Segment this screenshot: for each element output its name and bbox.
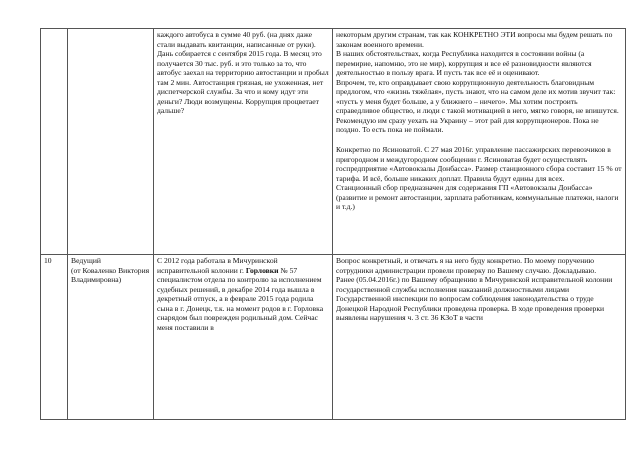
answer-cell — [333, 255, 626, 420]
speaker-text: Ведущий (от Коваленко Виктория Владимировна) — [71, 256, 150, 285]
question-text-end: № 57 специалистом отдела по контролю за исполнением судебных решений, в декабре 2014 года вышла в декретный отпуск, а в феврале 2015 года родила сына в г. Донецк, т.к. на момент родов в г. Горловка снарядом был поврежден родильный дом. Сейчас меня поставили в — [157, 265, 325, 332]
answer-cell — [333, 29, 626, 255]
question-text-start: С 2012 года работала в Мичуринской исправительной колонии г. — [157, 256, 280, 275]
table-row — [41, 29, 626, 255]
questions-table — [40, 28, 626, 420]
paragraph-gap — [336, 135, 622, 145]
question-city-bold: Горловки — [245, 265, 279, 275]
answer-text-part2: Конкретно по Ясиноватой. С 27 мая 2016г. управление пассажирских перевозчиков в пригородном и междугородном сообщении г. Ясиноватая будет осуществлять госпредприятие «Автовокзалы Донбасса». Размер станционного сбора составит 15 % от тарифа. И всё, больше никаких доплат. Правила будут едины для всех. Станционный сбор предназначен для содержания ГП «Автовокзалы Донбасса» (развитие и ремонт автостанции, зарплата работникам, коммунальные платежи, налоги и т.д.) — [336, 145, 622, 212]
row-number: 10 — [44, 256, 52, 265]
row-number-cell — [41, 29, 68, 255]
row-number-cell — [41, 255, 68, 420]
speaker-cell — [68, 29, 154, 255]
question-text: каждого автобуса в сумме 40 руб. (на днях даже стали выдавать квитанции, написанные от руки). Дань собирается с сентября 2015 года. В месяц это получается 30 тыс. руб. и это только за то, что автобус заехал на территорию автостанции и пробыл там 2 мин. Автостанция грязная, не ухоженная, нет диспетчерской службы. За что и кому идут эти деньги? Люди возмущены. Коррупция процветает дальше? — [157, 30, 331, 116]
table-row — [41, 255, 626, 420]
question-cell — [154, 255, 333, 420]
question-text — [157, 256, 329, 332]
answer-text-part1: некоторым другим странам, так как КОНКРЕТНО ЭТИ вопросы мы будем решать по законам военного времени. В наших обстоятельствах, когда Республика находится в состоянии войны (а перемирие, напомню, это не мир), коррупция и все её разновидности являются деятельностью в пользу врага. И пусть так все её и оценивают. Впрочем, те, кто оправдывает свою коррупционную деятельность благовидным предлогом, что «жизнь тяжёлая», пусть знают, что на самом деле их мотив звучит так: «пусть у меня будет больше, а у ближнего – ничего». Мы хотим построить справедливое общество, и люди с такой мотивацией в него, мягко говоря, не впишутся. Рекомендую им сразу уехать на Украину – этот рай для коррупционеров. Пока не поздно. То есть пока не поймали. — [336, 30, 619, 135]
speaker-cell — [68, 255, 154, 420]
answer-text: Вопрос конкретный, и отвечать я на него буду конкретно. По моему поручению сотрудники администрации провели проверку по Вашему случаю. Докладываю. Ранее (05.04.2016г.) по Вашему обращению в Мичуринской исправительной колонии государственной службы исполнения наказаний должностными лицами Государственной инспекции по вопросам соблюдения законодательства о труде Донецкой Народной Республики проведена проверка. В ходе проведения проверки выявлены нарушения ч. 3 ст. 36 КЗоТ в части — [336, 256, 613, 323]
question-cell — [154, 29, 333, 255]
